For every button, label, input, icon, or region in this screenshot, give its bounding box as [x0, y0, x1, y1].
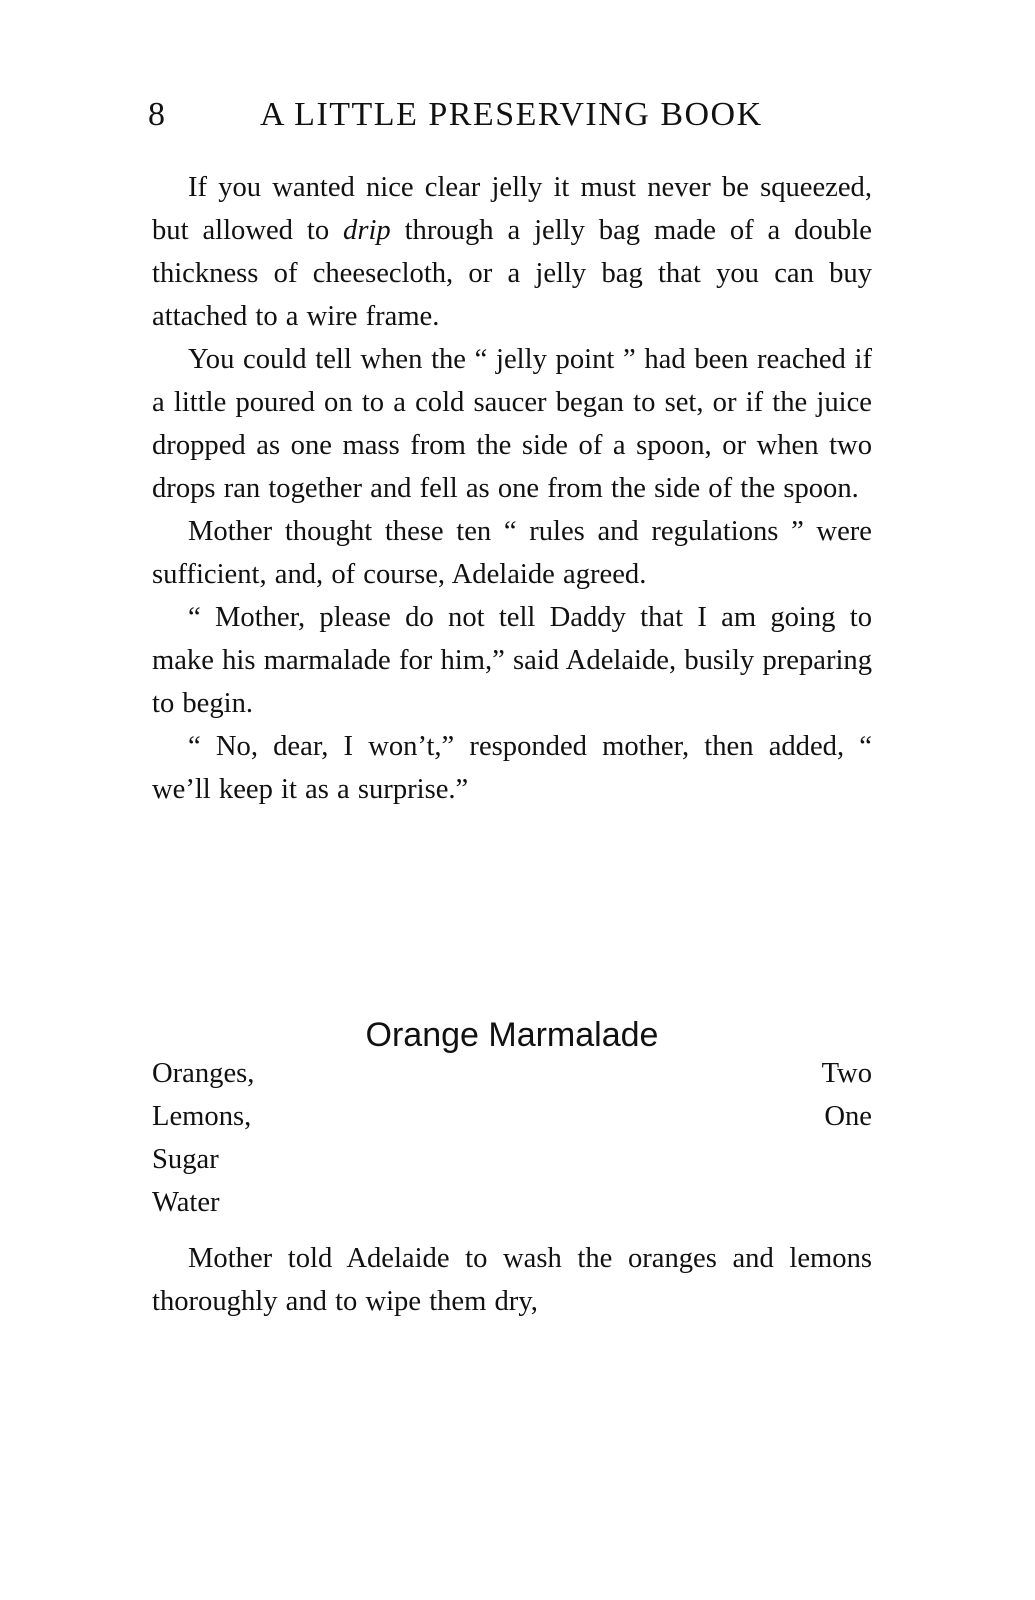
page-number: 8 — [148, 96, 165, 133]
ingredient-name: Water — [152, 1187, 220, 1218]
paragraph-jelly-bag — [152, 166, 872, 338]
page-header — [148, 90, 878, 140]
ingredient-row — [152, 1052, 872, 1095]
ingredient-quantity: One — [824, 1101, 872, 1132]
ingredient-quantity: Two — [821, 1058, 872, 1089]
closing-text — [152, 1237, 872, 1323]
running-title: A LITTLE PRESERVING BOOK — [260, 96, 763, 133]
ingredient-list — [152, 1052, 872, 1224]
emphasis-drip: drip — [343, 215, 391, 246]
recipe-title: Orange Marmalade — [365, 1016, 659, 1054]
ingredient-row — [152, 1181, 872, 1224]
ingredient-name: Oranges, — [152, 1058, 255, 1089]
ingredient-name: Sugar — [152, 1144, 219, 1175]
ingredient-name: Lemons, — [152, 1101, 252, 1132]
ingredient-row — [152, 1095, 872, 1138]
paragraph-jelly-point: You could tell when the “ jelly point ” had been reached if a little poured on to a cold saucer began to set, or if the juice dropped as one mass from the side of a spoon, or when two drops ran together and fell as one from the side of the spoon. — [152, 344, 872, 504]
paragraph-jelly-bag-text-after: through a jelly bag made of a double thickness of cheesecloth, or a jelly bag that you can buy attached to a wire frame. — [152, 215, 872, 332]
body-text — [152, 166, 872, 811]
paragraph-rules: Mother thought these ten “ rules and regulations ” were sufficient, and, of course, Adelaide agreed. — [152, 516, 872, 590]
paragraph-wash-fruit: Mother told Adelaide to wash the oranges and lemons thoroughly and to wipe them dry, — [152, 1243, 872, 1317]
paragraph-adelaide-request: “ Mother, please do not tell Daddy that I am going to make his marmalade for him,” said Adelaide, busily preparing to begin. — [152, 602, 872, 719]
paragraph-mother-reply: “ No, dear, I won’t,” responded mother, then added, “ we’ll keep it as a surprise.” — [152, 731, 872, 805]
paragraph-jelly-bag-text-before: If you wanted nice clear jelly it must never be squeezed, but allowed to — [152, 172, 872, 246]
ingredient-row — [152, 1138, 872, 1181]
